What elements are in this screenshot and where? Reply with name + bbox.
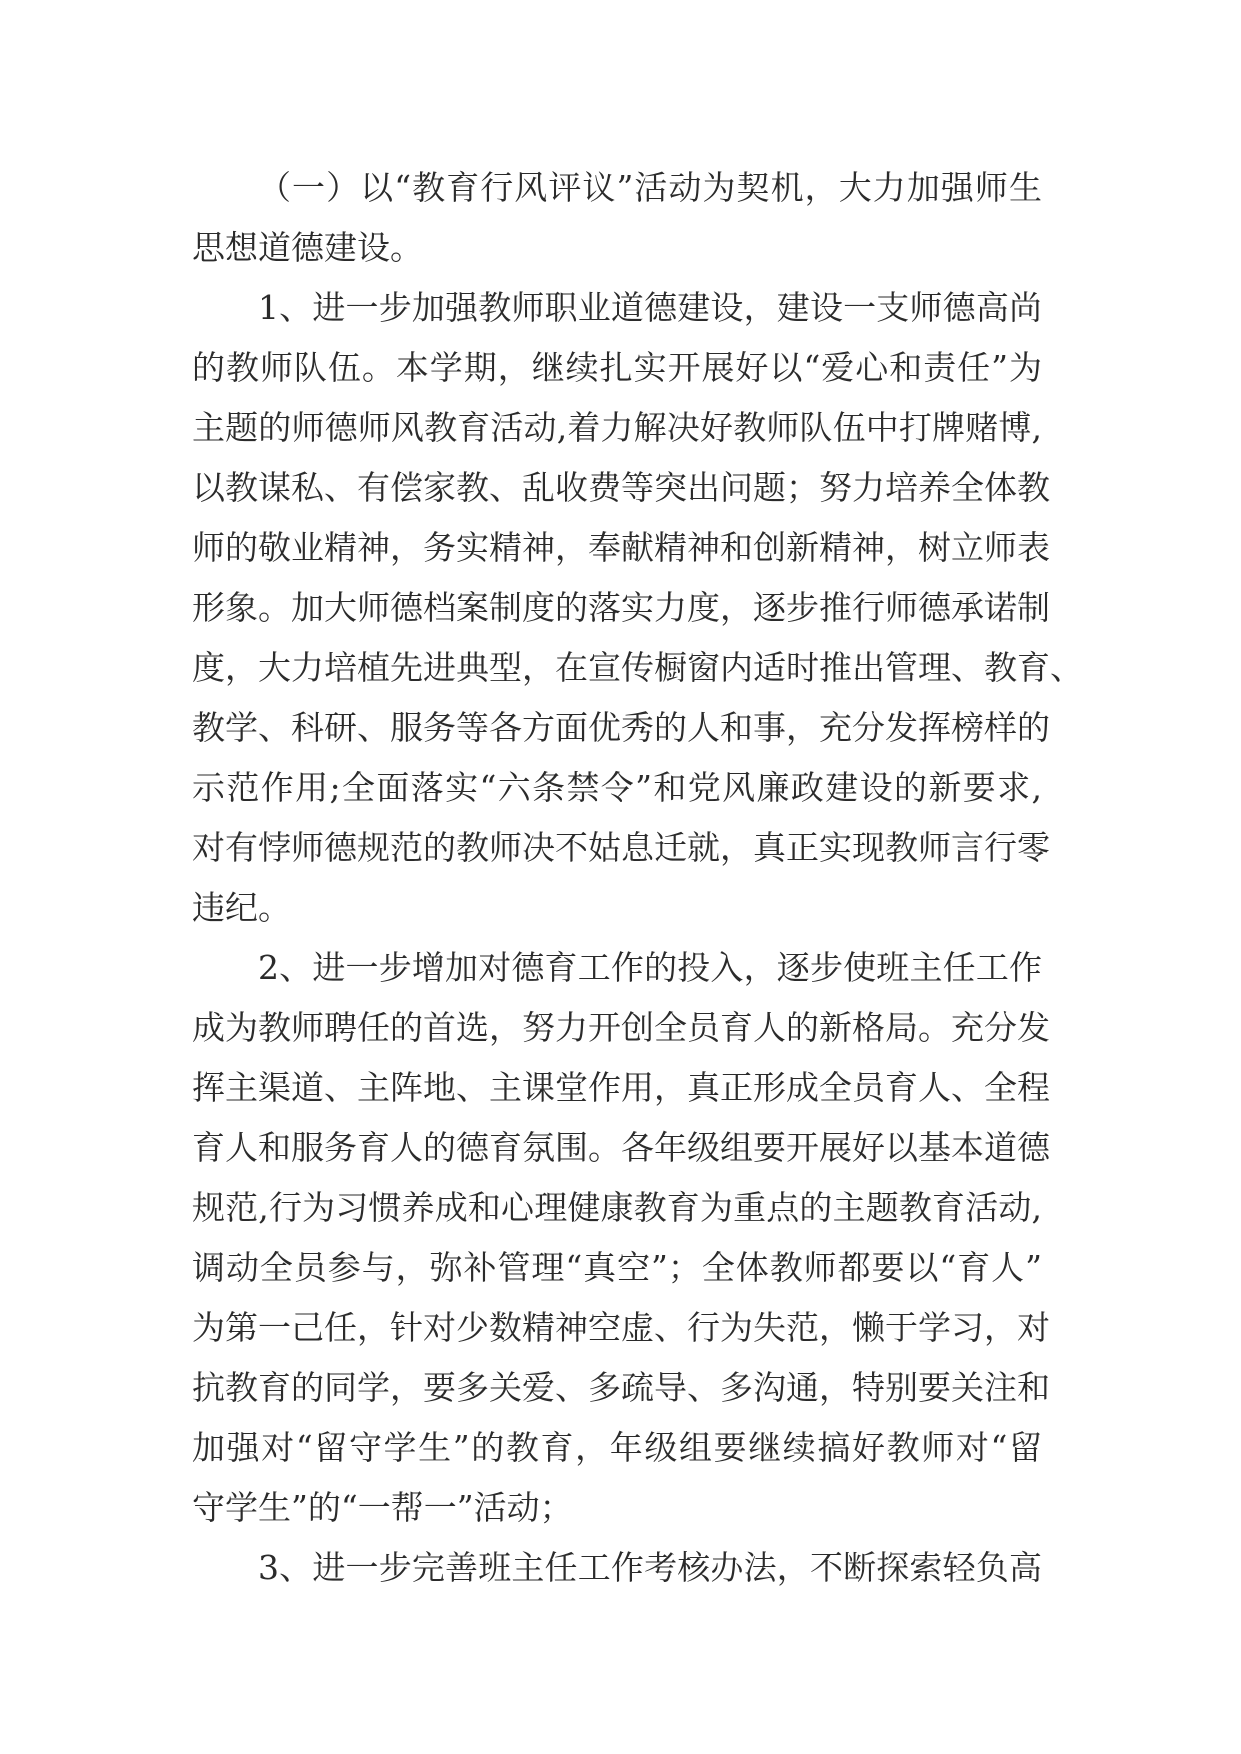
text-line: 挥主渠道、主阵地、主课堂作用，真正形成全员育人、全程 — [192, 1068, 1050, 1107]
text-line: 以教谋私、有偿家教、乱收费等突出问题；努力培养全体教 — [192, 468, 1050, 507]
text-line: 主题的师德师风教育活动,着力解决好教师队伍中打牌赌博, — [192, 408, 1042, 447]
paragraph-item-1 — [192, 278, 1083, 938]
text-line: 的教师队伍。本学期，继续扎实开展好以“爱心和责任”为 — [192, 348, 1042, 387]
text-line: 规范,行为习惯养成和心理健康教育为重点的主题教育活动, — [192, 1188, 1042, 1227]
section-heading-paragraph — [192, 158, 1042, 278]
text-line: 抗教育的同学，要多关爱、多疏导、多沟通，特别要关注和 — [192, 1368, 1050, 1407]
text-line: 示范作用;全面落实“六条禁令”和党风廉政建设的新要求, — [192, 768, 1042, 807]
text-line: 2、进一步增加对德育工作的投入，逐步使班主任工作 — [258, 948, 1042, 987]
text-line: （一）以“教育行风评议”活动为契机，大力加强师生 — [258, 168, 1042, 207]
text-line: 成为教师聘任的首选，努力开创全员育人的新格局。充分发 — [192, 1008, 1050, 1047]
text-line: 3、进一步完善班主任工作考核办法，不断探索轻负高 — [258, 1548, 1042, 1587]
text-line: 育人和服务育人的德育氛围。各年级组要开展好以基本道德 — [192, 1128, 1050, 1167]
paragraph-item-2 — [192, 938, 1050, 1538]
text-line: 守学生”的“一帮一”活动； — [192, 1488, 573, 1527]
text-line: 度，大力培植先进典型，在宣传橱窗内适时推出管理、教育、 — [192, 648, 1083, 687]
text-line: 思想道德建设。 — [192, 228, 423, 267]
text-line: 调动全员参与，弥补管理“真空”；全体教师都要以“育人” — [192, 1248, 1042, 1287]
text-line: 对有悖师德规范的教师决不姑息迁就，真正实现教师言行零 — [192, 828, 1050, 867]
text-line: 为第一己任，针对少数精神空虚、行为失范，懒于学习，对 — [192, 1308, 1050, 1347]
text-line: 加强对“留守学生”的教育，年级组要继续搞好教师对“留 — [192, 1428, 1042, 1467]
text-line: 师的敬业精神，务实精神，奉献精神和创新精神，树立师表 — [192, 528, 1050, 567]
text-line: 违纪。 — [192, 888, 291, 927]
text-line: 1、进一步加强教师职业道德建设，建设一支师德高尚 — [258, 288, 1042, 327]
document-body — [192, 158, 1083, 1598]
paragraph-item-3 — [192, 1538, 1042, 1598]
text-line: 形象。加大师德档案制度的落实力度，逐步推行师德承诺制 — [192, 588, 1050, 627]
text-line: 教学、科研、服务等各方面优秀的人和事，充分发挥榜样的 — [192, 708, 1050, 747]
